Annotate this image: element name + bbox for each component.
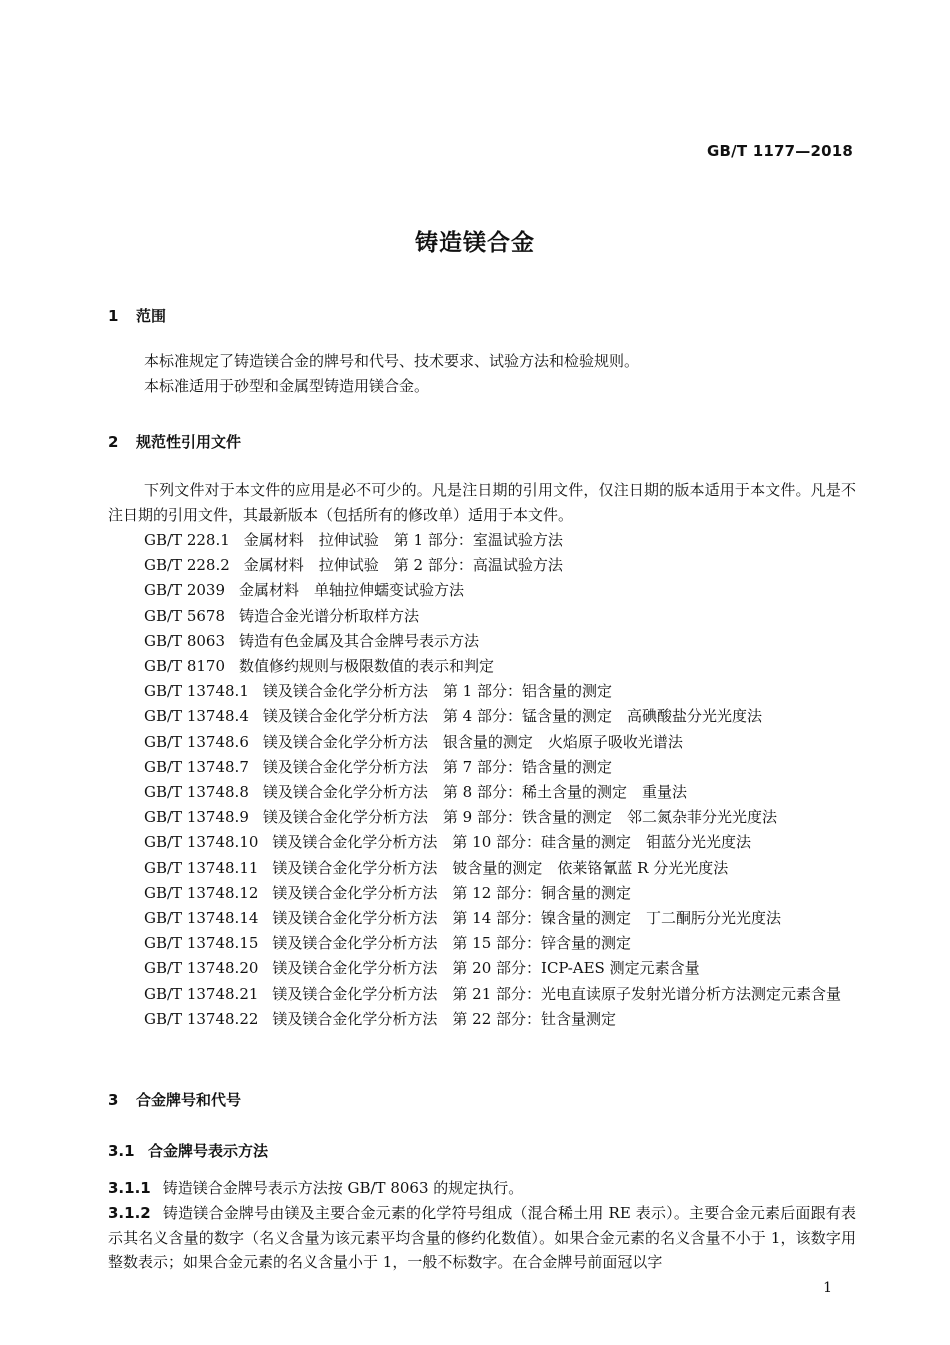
reference-title: 镁及镁合金化学分析方法 第 15 部分：锌含量的测定 [272, 934, 632, 953]
reference-item [108, 730, 856, 755]
reference-item [108, 604, 856, 629]
reference-item [108, 780, 856, 805]
reference-code: GB/T 13748.21 [144, 984, 259, 1003]
reference-title: 镁及镁合金化学分析方法 第 21 部分：光电直读原子发射光谱分析方法测定元素含量 [272, 984, 842, 1003]
section-1-heading [108, 305, 166, 326]
section-3-title: 合金牌号和代号 [136, 1091, 242, 1109]
reference-code: GB/T 13748.7 [144, 757, 249, 776]
clause-3-1-2-number: 3.1.2 [108, 1204, 151, 1222]
reference-code: GB/T 228.1 [144, 531, 230, 549]
standard-code: GB/T 1177—2018 [707, 142, 853, 160]
reference-code: GB/T 13748.6 [144, 732, 249, 751]
section-1-paragraph-1: 本标准规定了铸造镁合金的牌号和代号、技术要求、试验方法和检验规则。 [144, 352, 640, 370]
reference-item [108, 578, 856, 603]
reference-code: GB/T 13748.8 [144, 783, 249, 802]
reference-code: GB/T 8063 [144, 631, 226, 650]
reference-item [108, 528, 856, 553]
reference-title: 镁及镁合金化学分析方法 第 14 部分：镍含量的测定 丁二酮肟分光光度法 [272, 909, 782, 928]
reference-code: GB/T 8170 [144, 657, 226, 676]
reference-title: 金属材料 拉伸试验 第 2 部分：高温试验方法 [243, 556, 563, 575]
reference-item [108, 1007, 856, 1032]
reference-item [108, 830, 856, 855]
reference-title: 数值修约规则与极限数值的表示和判定 [239, 657, 495, 676]
reference-item [108, 881, 856, 906]
reference-title: 镁及镁合金化学分析方法 银含量的测定 火焰原子吸收光谱法 [262, 732, 683, 751]
section-3-number: 3 [108, 1091, 119, 1109]
reference-code: GB/T 13748.4 [144, 707, 249, 726]
reference-title: 铸造有色金属及其合金牌号表示方法 [239, 631, 480, 650]
clause-3-1-2-text: 铸造镁合金牌号由镁及主要合金元素的化学符号组成（混合稀土用 RE 表示）。主要合金元素后面跟有表示其名义含量的数字（名义含量为该元素平均含量的修约化数值）。如果合金元素的名义含量不小于 1，该数字用整数表示；如果合金元素的名义含量小于 1，一般不标数字。在合金牌号前面冠以字 [108, 1204, 856, 1271]
clause-3-1-1-text: 铸造镁合金牌号表示方法按 GB/T 8063 的规定执行。 [162, 1179, 524, 1197]
section-2-number: 2 [108, 433, 119, 451]
reference-item [108, 856, 856, 881]
reference-code: GB/T 13748.1 [144, 682, 249, 701]
reference-code: GB/T 5678 [144, 606, 226, 625]
reference-title: 镁及镁合金化学分析方法 第 10 部分：硅含量的测定 钼蓝分光光度法 [272, 833, 752, 852]
reference-title: 金属材料 单轴拉伸蠕变试验方法 [239, 581, 465, 600]
reference-item [108, 755, 856, 780]
reference-code: GB/T 13748.20 [144, 959, 259, 978]
reference-title: 镁及镁合金化学分析方法 第 9 部分：铁含量的测定 邻二氮杂菲分光光度法 [262, 808, 777, 827]
section-3-1-heading [108, 1140, 268, 1161]
reference-item [108, 956, 856, 981]
reference-code: GB/T 13748.15 [144, 934, 259, 953]
reference-title: 镁及镁合金化学分析方法 第 12 部分：铜含量的测定 [272, 883, 632, 902]
reference-title: 铸造合金光谱分析取样方法 [239, 606, 420, 625]
reference-code: GB/T 13748.11 [144, 858, 259, 877]
reference-title: 镁及镁合金化学分析方法 第 4 部分：锰含量的测定 高碘酸盐分光光度法 [262, 707, 762, 726]
reference-code: GB/T 13748.12 [144, 883, 259, 902]
reference-item [108, 679, 856, 704]
reference-code: GB/T 13748.14 [144, 909, 259, 928]
page-number: 1 [823, 1280, 832, 1296]
section-1-number: 1 [108, 307, 119, 325]
reference-item [108, 931, 856, 956]
reference-title: 镁及镁合金化学分析方法 第 1 部分：铝含量的测定 [262, 682, 612, 701]
normative-references-list [108, 528, 856, 1032]
reference-item [108, 704, 856, 729]
reference-title: 金属材料 拉伸试验 第 1 部分：室温试验方法 [243, 531, 563, 549]
clause-3-1-1 [108, 1176, 856, 1201]
reference-item [108, 982, 856, 1007]
reference-item [108, 805, 856, 830]
section-2-title: 规范性引用文件 [136, 433, 242, 451]
section-1-paragraph-2: 本标准适用于砂型和金属型铸造用镁合金。 [144, 377, 430, 395]
reference-item [108, 629, 856, 654]
reference-code: GB/T 2039 [144, 581, 226, 600]
reference-item [108, 654, 856, 679]
reference-item [108, 553, 856, 578]
reference-item [108, 906, 856, 931]
section-1-title: 范围 [136, 307, 167, 325]
section-3-1-number: 3.1 [108, 1142, 135, 1160]
reference-code: GB/T 13748.10 [144, 833, 259, 852]
document-title: 铸造镁合金 [415, 230, 535, 256]
reference-title: 镁及镁合金化学分析方法 铍含量的测定 依莱铬氰蓝 R 分光光度法 [272, 858, 729, 877]
reference-title: 镁及镁合金化学分析方法 第 7 部分：锆含量的测定 [262, 757, 612, 776]
section-3-heading [108, 1089, 241, 1110]
reference-code: GB/T 13748.22 [144, 1009, 259, 1028]
section-2-intro: 下列文件对于本文件的应用是必不可少的。凡是注日期的引用文件，仅注日期的版本适用于本文件。凡是不注日期的引用文件，其最新版本（包括所有的修改单）适用于本文件。 [108, 481, 856, 524]
reference-title: 镁及镁合金化学分析方法 第 20 部分：ICP-AES 测定元素含量 [272, 959, 700, 978]
section-3-1-title: 合金牌号表示方法 [148, 1142, 269, 1160]
clause-3-1-1-number: 3.1.1 [108, 1179, 151, 1197]
reference-title: 镁及镁合金化学分析方法 第 22 部分：钍含量测定 [272, 1009, 617, 1028]
reference-title: 镁及镁合金化学分析方法 第 8 部分：稀土含量的测定 重量法 [262, 783, 687, 802]
reference-code: GB/T 228.2 [144, 556, 230, 575]
reference-code: GB/T 13748.9 [144, 808, 249, 827]
section-2-heading [108, 431, 241, 452]
clause-3-1-2 [108, 1201, 856, 1275]
